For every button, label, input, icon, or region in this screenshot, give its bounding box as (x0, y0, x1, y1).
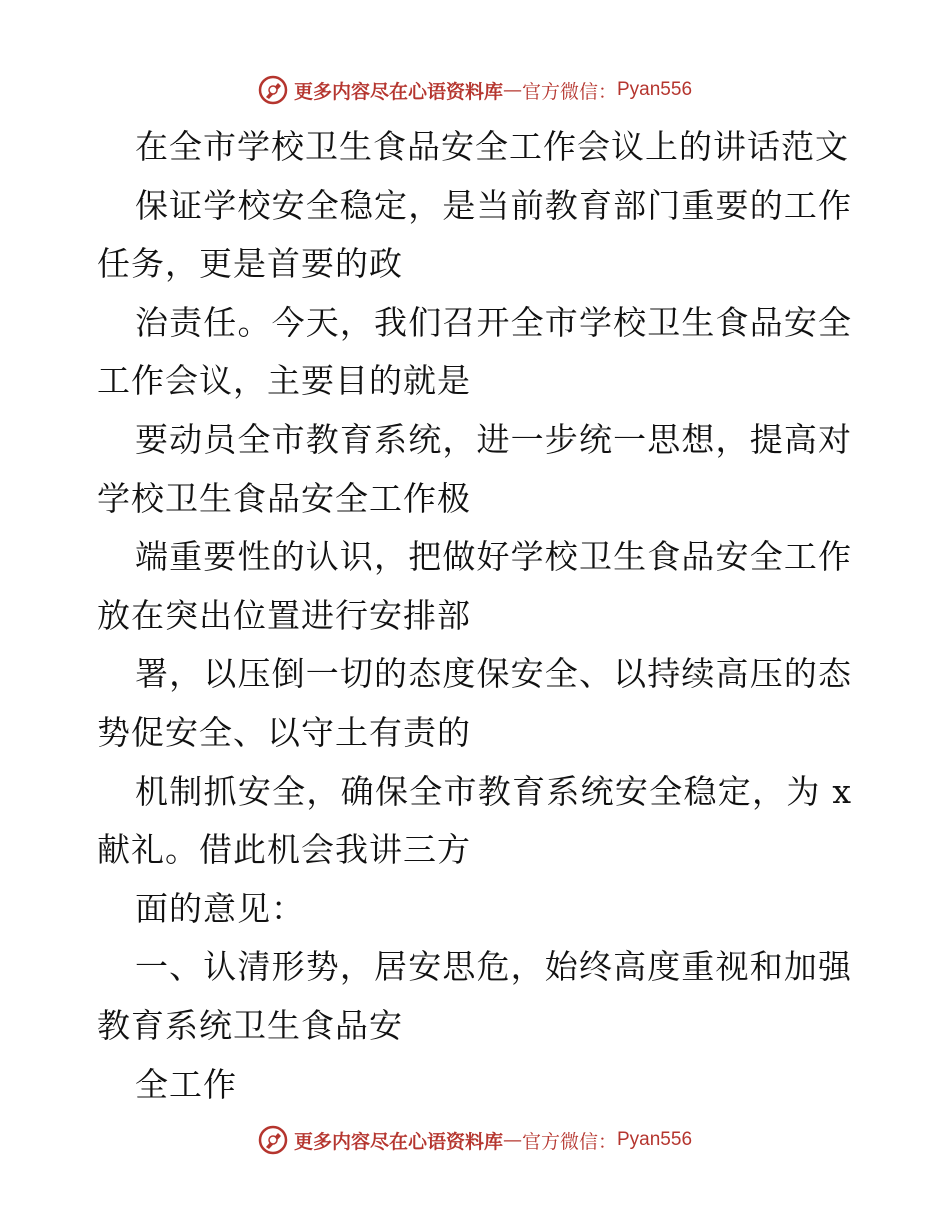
watermark-dash: — (502, 79, 522, 101)
text-line: 放在突出位置进行安排部 (97, 595, 471, 635)
text-line: 保证学校安全稳定，是当前教育部门重要的工作 (135, 185, 852, 225)
watermark-wechat-label: 官方微信： (521, 1130, 617, 1153)
text-line: 献礼。借此机会我讲三方 (97, 830, 471, 870)
section-heading-cont: 教育系统卫生食品安 (97, 1005, 403, 1045)
text-line: 机制抓安全，确保全市教育系统安全稳定，为 x (135, 771, 852, 811)
section-heading-cont: 全工作 (135, 1064, 237, 1104)
document-title: 在全市学校卫生食品安全工作会议上的讲话范文 (135, 127, 849, 166)
text-line: 任务，更是首要的政 (97, 244, 403, 284)
text-line: 署，以压倒一切的态度保安全、以持续高压的态 (135, 654, 852, 694)
pen-circle-logo-icon (258, 1125, 288, 1155)
watermark-site-text: 更多内容尽在心语资料库 (293, 80, 503, 103)
text-line: 要动员全市教育系统，进一步统一思想，提高对 (135, 419, 852, 459)
text-line: 工作会议，主要目的就是 (97, 361, 471, 401)
watermark-wechat-id: Pyan556 (617, 1129, 693, 1150)
header-watermark (0, 70, 950, 110)
watermark-wechat-label: 官方微信： (521, 80, 617, 103)
pen-circle-logo-icon (258, 75, 288, 105)
text-line: 学校卫生食品安全工作极 (97, 478, 471, 518)
text-line: 面的意见： (135, 888, 305, 928)
watermark-site-text: 更多内容尽在心语资料库 (293, 1130, 503, 1153)
document-body (97, 118, 852, 1114)
section-heading: 一、认清形势，居安思危，始终高度重视和加强 (135, 947, 852, 987)
footer-watermark (0, 1120, 950, 1160)
text-line: 势促安全、以守土有责的 (97, 712, 471, 752)
text-line: 端重要性的认识，把做好学校卫生食品安全工作 (135, 537, 852, 577)
watermark-dash: — (502, 1129, 522, 1151)
text-line: 治责任。今天，我们召开全市学校卫生食品安全 (135, 302, 852, 342)
watermark-wechat-id: Pyan556 (617, 79, 693, 100)
